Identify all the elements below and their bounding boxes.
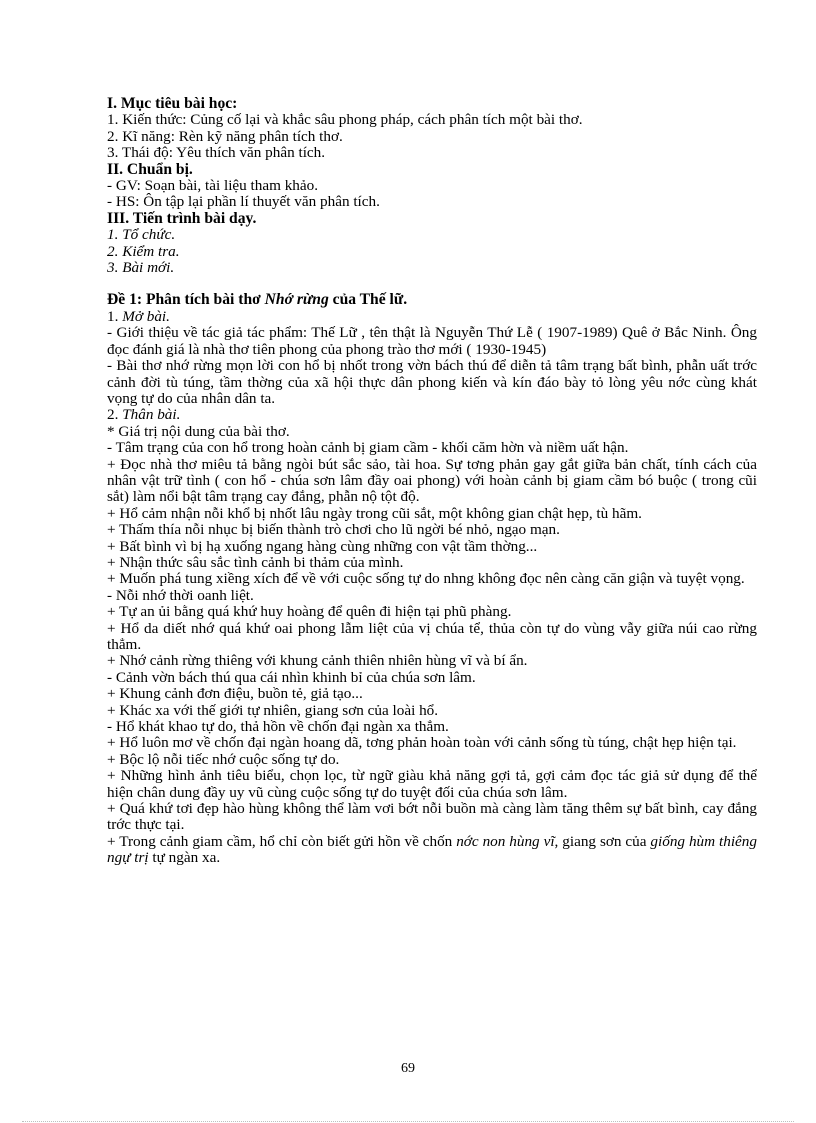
- page-content: [107, 96, 757, 867]
- text-run: , giang sơn của: [554, 832, 651, 850]
- essay-title: [107, 292, 757, 308]
- body-line: + Bất bình vì bị hạ xuống ngang hàng cùng những con vật tầm thờng...: [107, 537, 538, 555]
- procedure-item: 3. Bài mới.: [107, 259, 175, 277]
- body-line: + Hổ luôn mơ về chốn đại ngàn hoang dã, tơng phản hoàn toàn với cảnh sống tù túng, chật hẹp hiện tại.: [107, 734, 737, 752]
- essay-title-suffix: của Thế lữ.: [328, 291, 408, 309]
- procedure-item: 2. Kiểm tra.: [107, 242, 180, 260]
- body-line: + Khác xa với thế giới tự nhiên, giang sơn của loài hổ.: [107, 701, 439, 719]
- body-line: + Hổ cảm nhận nỗi khổ bị nhốt lâu ngày trong cũi sắt, một không gian chật hẹp, tù hãm.: [107, 504, 642, 522]
- body-line: + Quá khứ tơi đẹp hào hùng không thể làm vơi bớt nỗi buồn mà càng làm tăng thêm sự bất bình, cay đắng trớc thực tại.: [107, 800, 757, 834]
- preparation-item: - HS: Ôn tập lại phần lí thuyết văn phân tích.: [107, 193, 380, 211]
- essay-title-work: Nhớ rừng: [264, 291, 329, 309]
- body-line: + Hổ da diết nhớ quá khứ oai phong lẫm liệt của vị chúa tể, thủa còn tự do vùng vẫy giữa núi cao rừng thẳm.: [107, 619, 757, 653]
- body-line: + Tự an ủi bằng quá khứ huy hoàng để quên đi hiện tại phũ phàng.: [107, 603, 512, 621]
- body-line: + Đọc nhà thơ miêu tả bằng ngòi bút sắc sảo, tài hoa. Sự tơng phản gay gắt giữa bản chất, tính cách của nhân vật trữ tình ( con hổ - chúa sơn lâm đầy oai phong) với hoàn cảnh bị giam cầm bó buộc ( trong cũi sắt) làm nổi bật tâm trạng cay đắng, phẫn nộ tột độ.: [107, 455, 757, 506]
- objective-item: 3. Thái độ: Yêu thích văn phân tích.: [107, 144, 326, 162]
- body-line: + Khung cảnh đơn điệu, buồn tẻ, giả tạo...: [107, 685, 363, 703]
- body-line: * Giá trị nội dung của bài thơ.: [107, 422, 290, 440]
- heading-body: [107, 407, 757, 423]
- body-line: - Cảnh vờn bách thú qua cái nhìn khinh bỉ của chúa sơn lâm.: [107, 668, 476, 686]
- heading-introduction: [107, 309, 757, 325]
- page-number: 69: [401, 1061, 415, 1076]
- body-line: + Nhớ cảnh rừng thiêng với khung cảnh thiên nhiên hùng vĩ và bí ẩn.: [107, 652, 528, 670]
- objective-item: 1. Kiến thức: Củng cố lại và khắc sâu phong pháp, cách phân tích một bài thơ.: [107, 111, 583, 129]
- section-title-objectives: I. Mục tiêu bài học:: [107, 95, 238, 112]
- heading-label: Thân bài.: [122, 406, 181, 424]
- heading-label: Mở bài.: [122, 307, 170, 325]
- section-title-procedure: III. Tiến trình bài dạy.: [107, 209, 257, 227]
- procedure-item: 1. Tổ chức.: [107, 226, 176, 244]
- spacer: [107, 276, 757, 292]
- heading-number: 2.: [107, 406, 123, 424]
- paragraph: - Giới thiệu về tác giả tác phẩm: Thế Lữ , tên thật là Nguyễn Thứ Lễ ( 1907-1989) Quê ở Bắc Ninh. Ông đọc đánh giá là nhà thơ tiên phong của phong trào thơ mới ( 1930-1945): [107, 324, 757, 358]
- heading-number: 1.: [107, 307, 123, 325]
- text-run: + Trong cảnh giam cầm, hổ chỉ còn biết gửi hồn về chốn: [107, 832, 457, 850]
- body-line: - Hổ khát khao tự do, thả hồn về chốn đại ngàn xa thẳm.: [107, 718, 449, 736]
- page-bottom-divider: [22, 1121, 794, 1122]
- italic-run: nớc non hùng vĩ: [456, 832, 555, 850]
- italic-run: giống hùm thiêng ngự trị: [107, 832, 757, 867]
- body-line: + Muốn phá tung xiềng xích để về với cuộc sống tự do nhng không đọc nên càng căn giận và tuyệt vọng.: [107, 570, 745, 588]
- body-line: + Nhận thức sâu sắc tình cảnh bi thảm của mình.: [107, 553, 404, 571]
- preparation-item: - GV: Soạn bài, tài liệu tham khảo.: [107, 177, 319, 195]
- section-title-preparation: II. Chuẩn bị.: [107, 160, 193, 178]
- body-line: + Những hình ảnh tiêu biểu, chọn lọc, từ ngữ giàu khả năng gợi tả, gợi cảm đọc tác giả sử dụng để thể hiện chân dung đầy uy vũ cùng cuộc sống tự do tuyệt đối của chúa sơn lâm.: [107, 767, 757, 801]
- paragraph: - Bài thơ nhớ rừng mọn lời con hổ bị nhốt trong vờn bách thú để diễn tả tâm trạng bất bình, phẫn uất trớc cảnh đời tù túng, tầm thờng của xã hội thực dân phong kiến và kín đáo bày tỏ lòng yêu nớc cùng khát vọng tự do của nhân dân ta.: [107, 357, 757, 407]
- body-line: - Nỗi nhớ thời oanh liệt.: [107, 586, 254, 604]
- body-line: - Tâm trạng của con hổ trong hoàn cảnh bị giam cầm - khối căm hờn và niềm uất hận.: [107, 439, 629, 457]
- body-line: + Bộc lộ nỗi tiếc nhớ cuộc sống tự do.: [107, 750, 340, 768]
- objective-item: 2. Kĩ năng: Rèn kỹ năng phân tích thơ.: [107, 127, 343, 145]
- body-line-last: [107, 834, 757, 867]
- body-line: + Thấm thía nỗi nhục bị biến thành trò chơi cho lũ ngời bé nhỏ, ngạo mạn.: [107, 521, 560, 539]
- text-run: tự ngàn xa.: [148, 849, 221, 867]
- essay-title-prefix: Đề 1: Phân tích bài thơ: [107, 291, 265, 309]
